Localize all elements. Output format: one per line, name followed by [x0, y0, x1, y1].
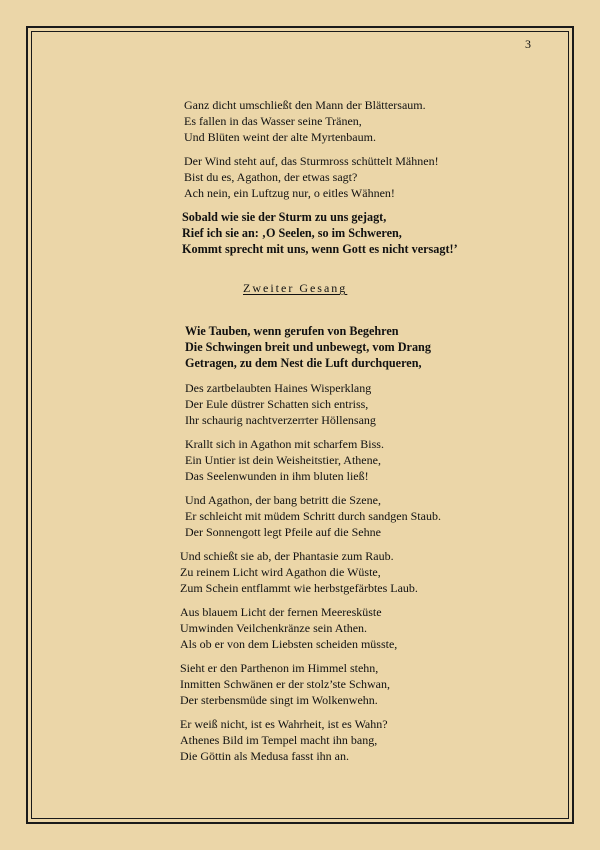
verse-line: Sobald wie sie der Sturm zu uns gejagt, [182, 210, 387, 224]
verse-line: Die Göttin als Medusa fasst ihn an. [180, 749, 349, 763]
verse-line: Und Agathon, der bang betritt die Szene, [185, 493, 381, 507]
verse-line: Und schießt sie ab, der Phantasie zum Raub. [180, 549, 394, 563]
verse-line: Ihr schaurig nachtverzerrter Höllensang [185, 413, 376, 427]
verse-line: Krallt sich in Agathon mit scharfem Biss. [185, 437, 384, 451]
verse-line: Ach nein, ein Luftzug nur, o eitles Wähnen! [184, 186, 395, 200]
verse-line: Der sterbensmüde singt im Wolkenwehn. [180, 693, 378, 707]
stanza-2 [184, 153, 439, 201]
verse-line: Umwinden Veilchenkränze sein Athen. [180, 621, 368, 635]
page-number: 3 [525, 37, 531, 51]
verse-line: Athenes Bild im Tempel macht ihn bang, [180, 733, 378, 747]
verse-line: Ein Untier ist dein Weisheitstier, Athene, [185, 453, 381, 467]
stanza-1 [184, 97, 426, 145]
stanza-3 [182, 209, 458, 257]
verse-line: Rief ich sie an: ‚O Seelen, so im Schweren, [182, 226, 402, 240]
verse-line: Getragen, zu dem Nest die Luft durchqueren, [185, 356, 422, 370]
verse-line: Wie Tauben, wenn gerufen von Begehren [185, 324, 399, 338]
verse-line: Zum Schein entflammt wie herbstgefärbtes Laub. [180, 581, 418, 595]
stanza-4 [185, 323, 431, 371]
stanza-7 [185, 492, 441, 540]
verse-line: Das Seelenwunden in ihm bluten ließ! [185, 469, 369, 483]
verse-line: Sieht er den Parthenon im Himmel stehn, [180, 661, 379, 675]
verse-line: Der Wind steht auf, das Sturmross schüttelt Mähnen! [184, 154, 439, 168]
stanza-5 [185, 380, 376, 428]
verse-line: Inmitten Schwänen er der stolz’ste Schwan, [180, 677, 390, 691]
verse-line: Die Schwingen breit und unbewegt, vom Drang [185, 340, 431, 354]
verse-line: Und Blüten weint der alte Myrtenbaum. [184, 130, 376, 144]
verse-line: Aus blauem Licht der fernen Meeresküste [180, 605, 382, 619]
verse-line: Zu reinem Licht wird Agathon die Wüste, [180, 565, 381, 579]
verse-line: Des zartbelaubten Haines Wisperklang [185, 381, 372, 395]
verse-line: Der Eule düstrer Schatten sich entriss, [185, 397, 369, 411]
verse-line: Der Sonnengott legt Pfeile auf die Sehne [185, 525, 381, 539]
stanza-10 [180, 660, 390, 708]
stanza-8 [180, 548, 418, 596]
verse-line: Er schleicht mit müdem Schritt durch sandgen Staub. [185, 509, 441, 523]
verse-line: Als ob er von dem Liebsten scheiden müsste, [180, 637, 398, 651]
stanza-6 [185, 436, 384, 484]
stanza-11 [180, 716, 388, 764]
verse-line: Er weiß nicht, ist es Wahrheit, ist es Wahn? [180, 717, 388, 731]
verse-line: Ganz dicht umschließt den Mann der Blättersaum. [184, 98, 426, 112]
stanza-9 [180, 604, 397, 652]
verse-line: Bist du es, Agathon, der etwas sagt? [184, 170, 358, 184]
verse-line: Kommt sprecht mit uns, wenn Gott es nicht versagt!’ [182, 242, 458, 256]
verse-line: Es fallen in das Wasser seine Tränen, [184, 114, 362, 128]
section-heading: Zweiter Gesang [243, 281, 348, 295]
